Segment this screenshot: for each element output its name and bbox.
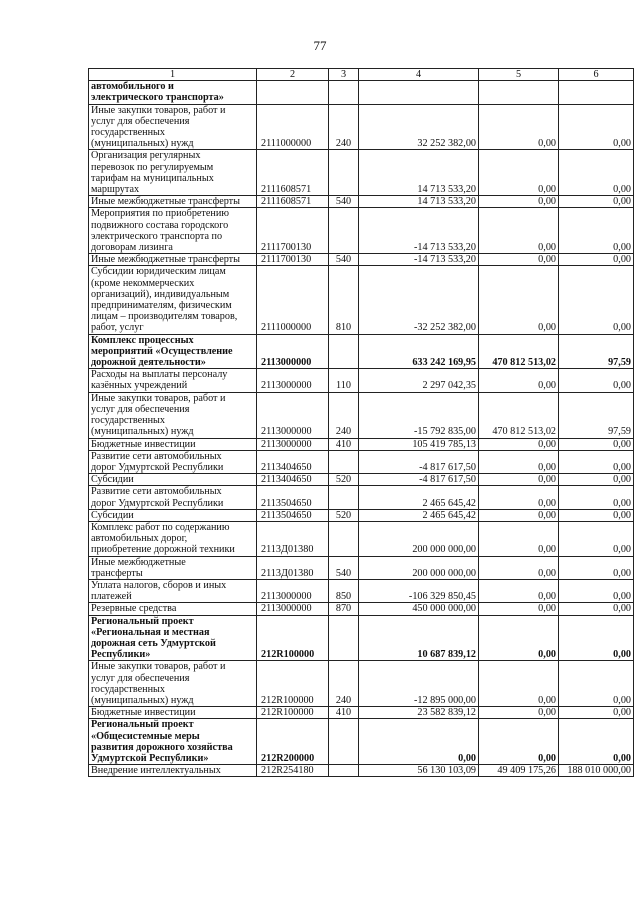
- row-code-cell: 2113000000: [257, 438, 329, 450]
- table-row: [89, 707, 634, 719]
- row-amount-cell: 0,00: [479, 707, 559, 719]
- row-code-cell: 2111700130: [257, 208, 329, 254]
- row-name-cell: Субсидии: [89, 474, 257, 486]
- row-amount-cell: 10 687 839,12: [359, 615, 479, 661]
- row-amount-cell: [359, 81, 479, 104]
- row-code-cell: 2113Д01380: [257, 556, 329, 579]
- row-percent-cell: 0,00: [559, 474, 634, 486]
- row-name-cell: Региональный проект «Общесистемные меры развития дорожного хозяйства Удмуртской Республики»: [89, 719, 257, 765]
- table-row: [89, 603, 634, 615]
- row-name-cell: Уплата налогов, сборов и иных платежей: [89, 579, 257, 602]
- row-amount-cell: 0,00: [479, 509, 559, 521]
- row-code-cell: 212R200000: [257, 719, 329, 765]
- row-amount-cell: [479, 81, 559, 104]
- row-amount-cell: 56 130 103,09: [359, 765, 479, 777]
- row-amount-cell: 0,00: [479, 196, 559, 208]
- row-amount-cell: 23 582 839,12: [359, 707, 479, 719]
- row-expense-type-cell: 240: [329, 661, 359, 707]
- row-code-cell: 212R100000: [257, 615, 329, 661]
- row-amount-cell: 470 812 513,02: [479, 392, 559, 438]
- row-code-cell: 2111000000: [257, 266, 329, 334]
- row-name-cell: Иные закупки товаров, работ и услуг для обеспечения государственных (муниципальных) нужд: [89, 392, 257, 438]
- row-name-cell: Бюджетные инвестиции: [89, 438, 257, 450]
- header-cell-5: 5: [479, 69, 559, 81]
- row-amount-cell: 200 000 000,00: [359, 556, 479, 579]
- row-name-cell: Иные межбюджетные трансферты: [89, 254, 257, 266]
- table-row: [89, 104, 634, 150]
- table-row: [89, 81, 634, 104]
- row-expense-type-cell: [329, 521, 359, 556]
- row-name-cell: Иные закупки товаров, работ и услуг для обеспечения государственных (муниципальных) нужд: [89, 661, 257, 707]
- row-amount-cell: 0,00: [479, 556, 559, 579]
- row-name-cell: Развитие сети автомобильных дорог Удмуртской Республики: [89, 450, 257, 473]
- row-expense-type-cell: [329, 615, 359, 661]
- row-percent-cell: 0,00: [559, 438, 634, 450]
- table-row: [89, 392, 634, 438]
- row-code-cell: 2113404650: [257, 450, 329, 473]
- table-row: [89, 450, 634, 473]
- row-expense-type-cell: [329, 208, 359, 254]
- table-row: [89, 334, 634, 369]
- table-row: [89, 438, 634, 450]
- row-name-cell: Иные межбюджетные трансферты: [89, 196, 257, 208]
- row-amount-cell: 0,00: [479, 661, 559, 707]
- row-code-cell: 2111000000: [257, 104, 329, 150]
- row-code-cell: 2111700130: [257, 254, 329, 266]
- row-percent-cell: 97,59: [559, 392, 634, 438]
- table-row: [89, 254, 634, 266]
- row-name-cell: Расходы на выплаты персоналу казённых учреждений: [89, 369, 257, 392]
- row-expense-type-cell: 520: [329, 509, 359, 521]
- row-expense-type-cell: 410: [329, 707, 359, 719]
- row-code-cell: 212R254180: [257, 765, 329, 777]
- table-row: [89, 369, 634, 392]
- row-amount-cell: 0,00: [479, 254, 559, 266]
- row-name-cell: Мероприятия по приобретению подвижного состава городского электрического транспорта по договорам лизинга: [89, 208, 257, 254]
- row-name-cell: Субсидии юридическим лицам (кроме некоммерческих организаций), индивидуальным предпринимателям, физическим лицам – производителям товаров, работ, услуг: [89, 266, 257, 334]
- row-name-cell: Развитие сети автомобильных дорог Удмуртской Республики: [89, 486, 257, 509]
- row-name-cell: Иные межбюджетные трансферты: [89, 556, 257, 579]
- row-amount-cell: 0,00: [479, 719, 559, 765]
- row-code-cell: [257, 81, 329, 104]
- page-number: 77: [313, 38, 327, 53]
- row-percent-cell: 0,00: [559, 104, 634, 150]
- row-percent-cell: 97,59: [559, 334, 634, 369]
- row-code-cell: 2113504650: [257, 486, 329, 509]
- row-amount-cell: 0,00: [479, 521, 559, 556]
- row-amount-cell: -106 329 850,45: [359, 579, 479, 602]
- row-percent-cell: 0,00: [559, 521, 634, 556]
- row-amount-cell: 0,00: [479, 450, 559, 473]
- table-row: [89, 196, 634, 208]
- row-expense-type-cell: 410: [329, 438, 359, 450]
- row-percent-cell: [559, 81, 634, 104]
- row-amount-cell: 0,00: [479, 474, 559, 486]
- table-row: [89, 579, 634, 602]
- row-expense-type-cell: 850: [329, 579, 359, 602]
- row-amount-cell: 0,00: [479, 615, 559, 661]
- row-percent-cell: 0,00: [559, 603, 634, 615]
- table-row: [89, 556, 634, 579]
- row-percent-cell: 0,00: [559, 254, 634, 266]
- row-percent-cell: 0,00: [559, 450, 634, 473]
- table-row: [89, 521, 634, 556]
- row-expense-type-cell: 240: [329, 104, 359, 150]
- row-code-cell: 212R100000: [257, 707, 329, 719]
- row-code-cell: 2113Д01380: [257, 521, 329, 556]
- row-expense-type-cell: [329, 765, 359, 777]
- row-code-cell: 2113000000: [257, 579, 329, 602]
- table-row: [89, 661, 634, 707]
- row-name-cell: Региональный проект «Региональная и местная дорожная сеть Удмуртской Республики»: [89, 615, 257, 661]
- row-code-cell: 212R100000: [257, 661, 329, 707]
- row-expense-type-cell: [329, 81, 359, 104]
- row-amount-cell: 0,00: [479, 603, 559, 615]
- row-amount-cell: 0,00: [479, 104, 559, 150]
- row-code-cell: 2113000000: [257, 334, 329, 369]
- row-name-cell: Иные закупки товаров, работ и услуг для обеспечения государственных (муниципальных) нужд: [89, 104, 257, 150]
- row-code-cell: 2113000000: [257, 392, 329, 438]
- row-name-cell: Комплекс процессных мероприятий «Осуществление дорожной деятельности»: [89, 334, 257, 369]
- row-expense-type-cell: [329, 719, 359, 765]
- row-amount-cell: 49 409 175,26: [479, 765, 559, 777]
- row-expense-type-cell: 540: [329, 556, 359, 579]
- header-cell-6: 6: [559, 69, 634, 81]
- table-row: [89, 150, 634, 196]
- row-amount-cell: 0,00: [479, 579, 559, 602]
- header-cell-2: 2: [257, 69, 329, 81]
- header-cell-1: 1: [89, 69, 257, 81]
- header-cell-4: 4: [359, 69, 479, 81]
- row-expense-type-cell: 540: [329, 254, 359, 266]
- table-row: [89, 486, 634, 509]
- row-percent-cell: 0,00: [559, 719, 634, 765]
- header-row: [89, 69, 634, 81]
- row-code-cell: 2113404650: [257, 474, 329, 486]
- row-percent-cell: 0,00: [559, 579, 634, 602]
- row-name-cell: Организация регулярных перевозок по регулируемым тарифам на муниципальных маршрутах: [89, 150, 257, 196]
- row-percent-cell: 0,00: [559, 615, 634, 661]
- row-amount-cell: 633 242 169,95: [359, 334, 479, 369]
- row-amount-cell: -4 817 617,50: [359, 450, 479, 473]
- row-name-cell: Бюджетные инвестиции: [89, 707, 257, 719]
- row-name-cell: Резервные средства: [89, 603, 257, 615]
- row-amount-cell: 0,00: [479, 438, 559, 450]
- table-row: [89, 765, 634, 777]
- row-expense-type-cell: 520: [329, 474, 359, 486]
- row-amount-cell: -14 713 533,20: [359, 254, 479, 266]
- row-amount-cell: 0,00: [479, 208, 559, 254]
- row-percent-cell: 0,00: [559, 369, 634, 392]
- row-percent-cell: 0,00: [559, 486, 634, 509]
- row-amount-cell: -12 895 000,00: [359, 661, 479, 707]
- row-name-cell: Субсидии: [89, 509, 257, 521]
- row-amount-cell: -4 817 617,50: [359, 474, 479, 486]
- row-amount-cell: 470 812 513,02: [479, 334, 559, 369]
- row-percent-cell: 0,00: [559, 707, 634, 719]
- row-amount-cell: 0,00: [479, 369, 559, 392]
- row-expense-type-cell: [329, 150, 359, 196]
- table-row: [89, 509, 634, 521]
- row-amount-cell: 0,00: [359, 719, 479, 765]
- row-percent-cell: 0,00: [559, 208, 634, 254]
- row-percent-cell: 0,00: [559, 556, 634, 579]
- row-code-cell: 2113000000: [257, 369, 329, 392]
- row-amount-cell: -14 713 533,20: [359, 208, 479, 254]
- row-name-cell: автомобильного и электрического транспорта»: [89, 81, 257, 104]
- table-row: [89, 719, 634, 765]
- row-expense-type-cell: 240: [329, 392, 359, 438]
- row-amount-cell: -15 792 835,00: [359, 392, 479, 438]
- row-percent-cell: 0,00: [559, 150, 634, 196]
- row-amount-cell: 32 252 382,00: [359, 104, 479, 150]
- row-code-cell: 2113504650: [257, 509, 329, 521]
- header-cell-3: 3: [329, 69, 359, 81]
- row-amount-cell: 2 465 645,42: [359, 486, 479, 509]
- row-name-cell: Внедрение интеллектуальных: [89, 765, 257, 777]
- row-code-cell: 2111608571: [257, 196, 329, 208]
- row-percent-cell: 0,00: [559, 509, 634, 521]
- row-expense-type-cell: [329, 334, 359, 369]
- table-row: [89, 474, 634, 486]
- row-amount-cell: 105 419 785,13: [359, 438, 479, 450]
- budget-table: [88, 68, 634, 777]
- row-amount-cell: 14 713 533,20: [359, 196, 479, 208]
- row-amount-cell: -32 252 382,00: [359, 266, 479, 334]
- table-row: [89, 208, 634, 254]
- row-percent-cell: 188 010 000,00: [559, 765, 634, 777]
- row-percent-cell: 0,00: [559, 661, 634, 707]
- row-amount-cell: 0,00: [479, 150, 559, 196]
- row-amount-cell: 200 000 000,00: [359, 521, 479, 556]
- table-row: [89, 615, 634, 661]
- row-expense-type-cell: [329, 450, 359, 473]
- row-amount-cell: 450 000 000,00: [359, 603, 479, 615]
- row-amount-cell: 14 713 533,20: [359, 150, 479, 196]
- row-expense-type-cell: 540: [329, 196, 359, 208]
- row-code-cell: 2113000000: [257, 603, 329, 615]
- row-amount-cell: 2 465 645,42: [359, 509, 479, 521]
- row-amount-cell: 0,00: [479, 486, 559, 509]
- row-expense-type-cell: 810: [329, 266, 359, 334]
- row-code-cell: 2111608571: [257, 150, 329, 196]
- row-percent-cell: 0,00: [559, 266, 634, 334]
- row-expense-type-cell: [329, 486, 359, 509]
- table-row: [89, 266, 634, 334]
- row-name-cell: Комплекс работ по содержанию автомобильных дорог, приобретение дорожной техники: [89, 521, 257, 556]
- row-percent-cell: 0,00: [559, 196, 634, 208]
- row-expense-type-cell: 110: [329, 369, 359, 392]
- row-amount-cell: 0,00: [479, 266, 559, 334]
- row-expense-type-cell: 870: [329, 603, 359, 615]
- row-amount-cell: 2 297 042,35: [359, 369, 479, 392]
